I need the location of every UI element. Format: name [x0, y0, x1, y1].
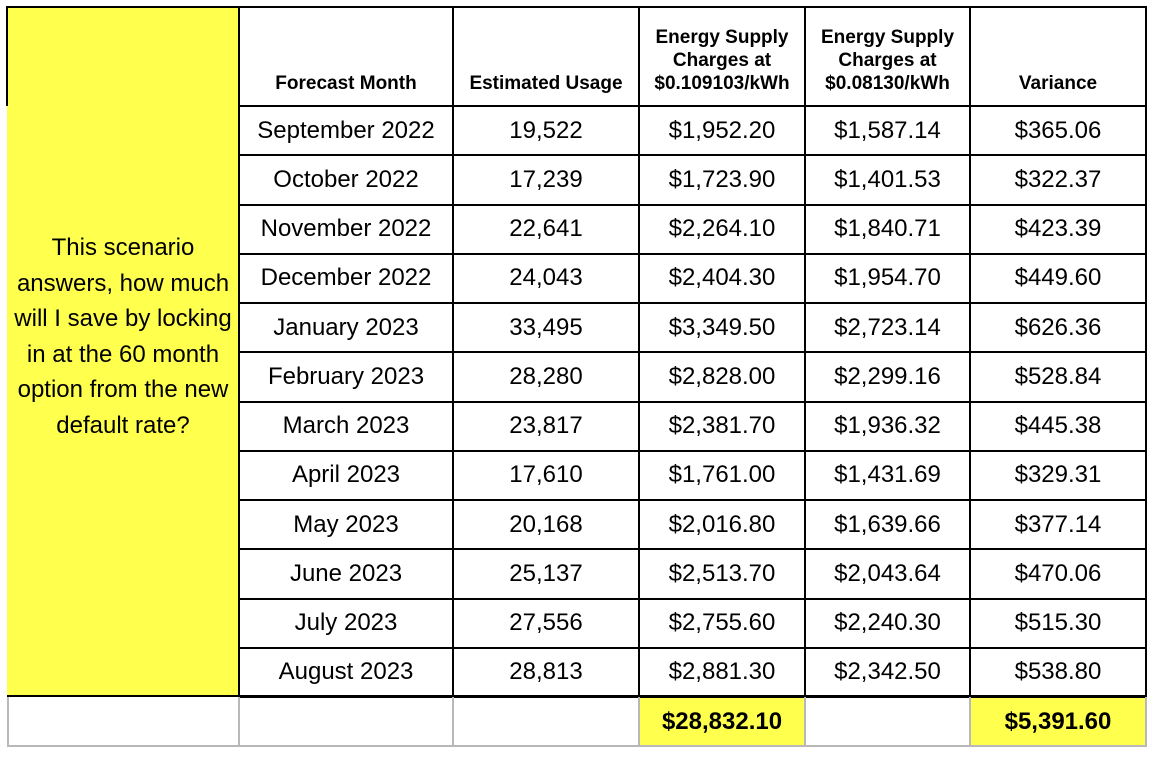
- cell-variance: [970, 303, 1146, 352]
- cell-charge-rate-2: [805, 106, 970, 155]
- grid-line: [239, 548, 1147, 550]
- grid-line: [969, 697, 971, 747]
- cell-charge-rate-1-value: $2,016.80: [668, 510, 776, 538]
- grid-line: [239, 499, 1147, 501]
- cell-usage: [453, 155, 639, 204]
- cell-variance: [970, 549, 1146, 598]
- cell-usage: [453, 402, 639, 451]
- cell-charge-rate-1-value: $2,755.60: [668, 609, 776, 637]
- cell-charge-rate-1: [639, 254, 805, 303]
- cell-usage: [453, 500, 639, 549]
- header-forecast-month: [239, 7, 453, 106]
- cell-usage: [453, 549, 639, 598]
- grid-line: [239, 647, 1147, 649]
- cell-month: [239, 106, 453, 155]
- grid-line: [7, 696, 1147, 697]
- cell-charge-rate-1: [639, 106, 805, 155]
- cell-charge-rate-2: [805, 155, 970, 204]
- cell-variance: [970, 106, 1146, 155]
- cell-month: [239, 451, 453, 500]
- cell-variance: [970, 599, 1146, 648]
- cell-usage-value: 27,556: [509, 609, 583, 637]
- cell-month-value: April 2023: [291, 461, 401, 489]
- grid-line: [6, 6, 8, 106]
- cell-charge-rate-2: [805, 254, 970, 303]
- cell-month-value: June 2023: [289, 559, 403, 587]
- cell-charge-rate-2: [805, 648, 970, 697]
- cell-month-value: August 2023: [278, 658, 414, 686]
- grid-line: [638, 6, 640, 697]
- cell-charge-rate-1: [639, 648, 805, 697]
- cell-usage-value: 17,239: [509, 165, 583, 193]
- cell-month-value: December 2022: [260, 264, 432, 292]
- cell-charge-rate-1-value: $2,381.70: [668, 412, 776, 440]
- grid-line: [239, 253, 1147, 255]
- cell-charge-rate-2: [805, 500, 970, 549]
- cell-charge-rate-2-value: $1,587.14: [834, 116, 941, 144]
- grid-line: [239, 351, 1147, 353]
- grid-line: [7, 745, 1147, 747]
- cell-charge-rate-2-value: $2,299.16: [834, 362, 941, 390]
- grid-line: [239, 105, 1147, 107]
- cell-usage-value: 19,522: [509, 116, 583, 144]
- scenario-note-text: This scenario answers, how much will I save by locking in at the 60 month option from the new default rate?: [14, 234, 232, 439]
- cell-month: [239, 549, 453, 598]
- cell-variance: [970, 352, 1146, 401]
- cell-usage: [453, 205, 639, 254]
- cell-usage-value: 20,168: [509, 510, 583, 538]
- cell-variance-value: $626.36: [1014, 313, 1102, 341]
- cell-month: [239, 303, 453, 352]
- grid-line: [7, 6, 1147, 8]
- cell-variance-value: $365.06: [1014, 116, 1102, 144]
- cell-usage: [453, 303, 639, 352]
- header-charges-rate-1-label: Energy Supply Charges at $0.109103/kWh: [654, 27, 790, 94]
- cell-usage-value: 23,817: [509, 412, 583, 440]
- cell-charge-rate-1: [639, 549, 805, 598]
- cell-variance: [970, 155, 1146, 204]
- cell-month-value: September 2022: [257, 116, 435, 144]
- cell-usage-value: 24,043: [509, 264, 583, 292]
- grid-line: [804, 6, 806, 697]
- cell-charge-rate-1: [639, 155, 805, 204]
- cell-variance-value: $322.37: [1014, 165, 1102, 193]
- cell-usage-value: 28,280: [509, 362, 583, 390]
- cell-variance: [970, 500, 1146, 549]
- cell-charge-rate-2: [805, 402, 970, 451]
- cell-charge-rate-2-value: $1,936.32: [834, 412, 941, 440]
- cell-variance-value: $329.31: [1014, 461, 1102, 489]
- grid-line: [238, 697, 240, 747]
- cell-month-value: January 2023: [273, 313, 419, 341]
- cell-month: [239, 352, 453, 401]
- scenario-note-cell: [7, 106, 239, 696]
- cell-month-value: November 2022: [260, 215, 432, 243]
- cell-variance-value: $470.06: [1014, 559, 1102, 587]
- cell-charge-rate-1: [639, 303, 805, 352]
- grid-line: [239, 401, 1147, 403]
- grid-line: [638, 697, 640, 747]
- cell-month: [239, 155, 453, 204]
- cell-charge-rate-1: [639, 500, 805, 549]
- cell-charge-rate-1-value: $1,761.00: [668, 461, 776, 489]
- cell-variance-value: $449.60: [1014, 264, 1102, 292]
- total-variance: [971, 698, 1145, 745]
- grid-line: [969, 6, 971, 697]
- cell-variance-value: $377.14: [1014, 510, 1102, 538]
- cell-variance-value: $515.30: [1014, 609, 1102, 637]
- cell-month-value: October 2022: [273, 165, 419, 193]
- cell-month-value: July 2023: [294, 609, 398, 637]
- grid-line: [1145, 6, 1147, 697]
- header-variance: [970, 7, 1146, 106]
- cell-usage-value: 25,137: [509, 559, 583, 587]
- grid-line: [239, 204, 1147, 206]
- cell-charge-rate-1-value: $2,828.00: [668, 362, 776, 390]
- total-variance-value: $5,391.60: [1004, 707, 1112, 735]
- cell-usage: [453, 648, 639, 697]
- cell-charge-rate-2: [805, 205, 970, 254]
- cell-month-value: March 2023: [282, 412, 410, 440]
- cell-variance-value: $445.38: [1014, 412, 1102, 440]
- cell-usage: [453, 254, 639, 303]
- cell-month: [239, 500, 453, 549]
- cell-month: [239, 648, 453, 697]
- header-forecast-month-label: Forecast Month: [275, 73, 417, 94]
- cell-charge-rate-2: [805, 599, 970, 648]
- cell-charge-rate-2: [805, 352, 970, 401]
- cell-usage-value: 33,495: [509, 313, 583, 341]
- cell-usage: [453, 106, 639, 155]
- cell-charge-rate-1-value: $2,513.70: [668, 559, 776, 587]
- header-charges-rate-1: [639, 7, 805, 106]
- cell-usage: [453, 599, 639, 648]
- cell-variance-value: $528.84: [1014, 362, 1102, 390]
- cell-charge-rate-1: [639, 402, 805, 451]
- cell-usage: [453, 451, 639, 500]
- cell-month: [239, 254, 453, 303]
- cell-charge-rate-1: [639, 352, 805, 401]
- cell-charge-rate-2: [805, 549, 970, 598]
- cell-charge-rate-1: [639, 205, 805, 254]
- cell-usage-value: 22,641: [509, 215, 583, 243]
- cell-charge-rate-1: [639, 599, 805, 648]
- cell-charge-rate-2-value: $1,639.66: [834, 510, 941, 538]
- cell-charge-rate-2: [805, 451, 970, 500]
- header-charges-rate-2-label: Energy Supply Charges at $0.08130/kWh: [820, 27, 955, 94]
- header-estimated-usage: [453, 7, 639, 106]
- cell-charge-rate-1: [639, 451, 805, 500]
- cell-variance: [970, 402, 1146, 451]
- cell-charge-rate-2-value: $1,840.71: [834, 215, 941, 243]
- cell-variance-value: $423.39: [1014, 215, 1102, 243]
- cell-usage: [453, 352, 639, 401]
- cell-charge-rate-1-value: $3,349.50: [668, 313, 776, 341]
- cell-usage-value: 17,610: [509, 461, 583, 489]
- cell-charge-rate-1-value: $1,723.90: [668, 165, 776, 193]
- grid-line: [239, 302, 1147, 304]
- cell-charge-rate-2: [805, 303, 970, 352]
- grid-line: [239, 154, 1147, 156]
- header-estimated-usage-label: Estimated Usage: [469, 73, 623, 94]
- cell-charge-rate-2-value: $2,342.50: [834, 658, 941, 686]
- grid-line: [452, 697, 454, 747]
- cell-charge-rate-2-value: $2,723.14: [834, 313, 941, 341]
- cell-variance: [970, 648, 1146, 697]
- grid-line: [452, 6, 454, 697]
- grid-line: [238, 6, 240, 697]
- grid-line: [7, 697, 9, 747]
- cell-charge-rate-1-value: $2,264.10: [668, 215, 776, 243]
- grid-line: [239, 450, 1147, 452]
- header-variance-label: Variance: [1018, 73, 1098, 94]
- cell-month: [239, 402, 453, 451]
- header-charges-rate-2: [805, 7, 970, 106]
- cell-charge-rate-2-value: $2,043.64: [834, 559, 941, 587]
- total-charges-rate-1: [640, 698, 804, 745]
- total-charges-rate-1-value: $28,832.10: [661, 707, 783, 735]
- grid-line: [239, 598, 1147, 600]
- cell-variance: [970, 451, 1146, 500]
- cell-charge-rate-2-value: $1,431.69: [834, 461, 941, 489]
- corner-cell: [7, 7, 239, 106]
- cell-variance: [970, 254, 1146, 303]
- cell-charge-rate-1-value: $2,881.30: [668, 658, 776, 686]
- cell-charge-rate-1-value: $2,404.30: [668, 264, 776, 292]
- cell-charge-rate-1-value: $1,952.20: [668, 116, 776, 144]
- cell-charge-rate-2-value: $1,954.70: [834, 264, 941, 292]
- cell-month: [239, 205, 453, 254]
- cell-variance: [970, 205, 1146, 254]
- cell-month: [239, 599, 453, 648]
- cell-usage-value: 28,813: [509, 658, 583, 686]
- cell-variance-value: $538.80: [1014, 658, 1102, 686]
- grid-line: [804, 697, 806, 747]
- cell-charge-rate-2-value: $2,240.30: [834, 609, 941, 637]
- grid-line: [1145, 697, 1147, 747]
- cell-month-value: May 2023: [293, 510, 399, 538]
- cell-charge-rate-2-value: $1,401.53: [834, 165, 941, 193]
- cell-month-value: February 2023: [267, 362, 425, 390]
